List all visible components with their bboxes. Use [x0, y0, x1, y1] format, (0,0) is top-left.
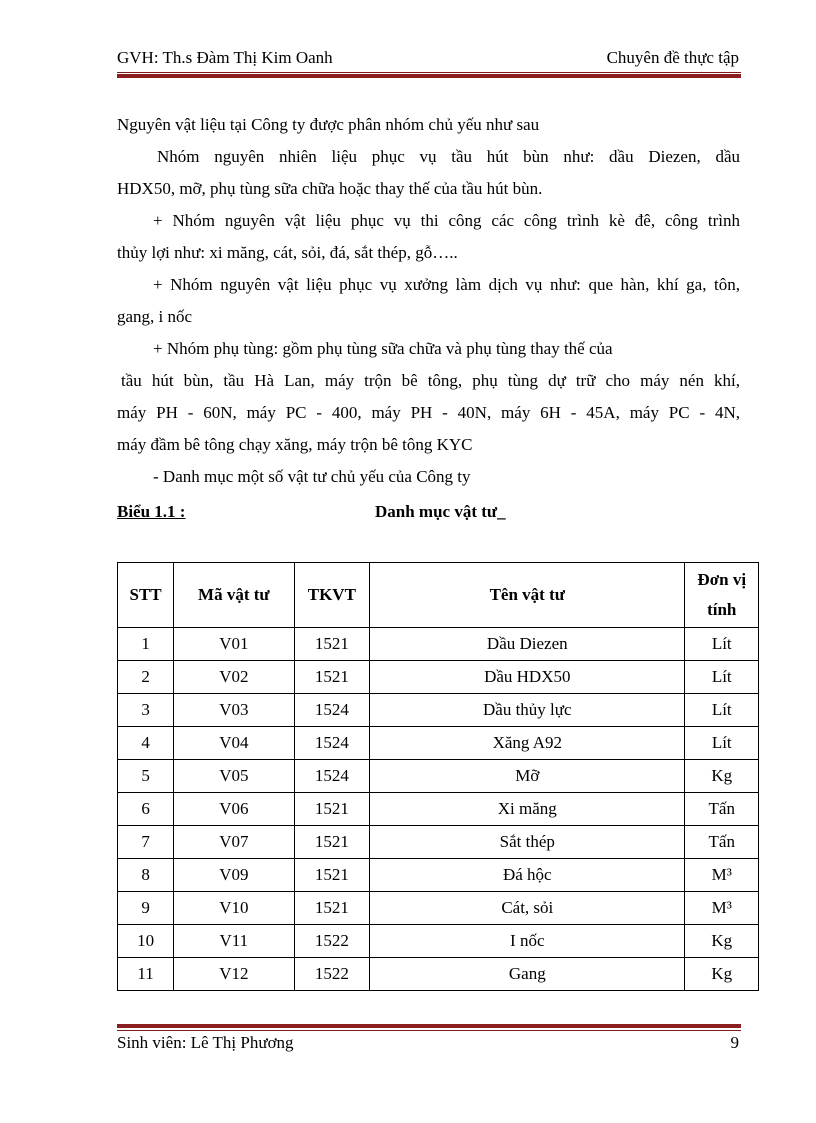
cell-name: Cát, sỏi	[370, 892, 685, 925]
para2-line2: thủy lợi như: xi măng, cát, sỏi, đá, sắt thép, gỗ…..	[117, 243, 458, 262]
page-number: 9	[730, 1033, 739, 1052]
cell-code: V06	[174, 793, 294, 826]
para1-line2: HDX50, mỡ, phụ tùng sữa chữa hoặc thay thế của tầu hút bùn.	[117, 179, 543, 198]
header-rule-thin	[117, 72, 741, 73]
cell-code: V01	[174, 628, 294, 661]
cell-account: 1522	[294, 958, 370, 991]
table-row	[118, 826, 759, 859]
para2-line1: + Nhóm nguyên vật liệu phục vụ thi công các công trình kè đê, công trình	[153, 211, 740, 230]
cell-name: Dầu Diezen	[370, 628, 685, 661]
cell-stt: 3	[118, 694, 174, 727]
cell-code: V09	[174, 859, 294, 892]
para3-line1: + Nhóm nguyên vật liệu phục vụ xưởng làm dịch vụ như: que hàn, khí ga, tôn,	[153, 275, 740, 294]
cell-stt: 2	[118, 661, 174, 694]
col-header-unit-line1: Đơn vị	[697, 570, 747, 589]
cell-account: 1524	[294, 760, 370, 793]
cell-name: Sắt thép	[370, 826, 685, 859]
cell-code: V05	[174, 760, 294, 793]
col-header-name: Tên vật tư	[370, 563, 685, 628]
cell-code: V12	[174, 958, 294, 991]
cell-unit: M³	[685, 859, 759, 892]
cell-stt: 4	[118, 727, 174, 760]
cell-stt: 10	[118, 925, 174, 958]
col-header-code: Mã vật tư	[174, 563, 294, 628]
caption-title: Danh mục vật tư_	[375, 502, 506, 521]
cell-stt: 7	[118, 826, 174, 859]
cell-account: 1521	[294, 859, 370, 892]
col-header-unit	[685, 563, 759, 628]
cell-name: Dầu thủy lực	[370, 694, 685, 727]
cell-account: 1522	[294, 925, 370, 958]
table-row	[118, 628, 759, 661]
cell-code: V11	[174, 925, 294, 958]
table-row	[118, 958, 759, 991]
cell-code: V04	[174, 727, 294, 760]
cell-name: Dầu HDX50	[370, 661, 685, 694]
table-row	[118, 760, 759, 793]
cell-account: 1524	[294, 727, 370, 760]
table-row	[118, 793, 759, 826]
cell-account: 1521	[294, 628, 370, 661]
cell-unit: Kg	[685, 925, 759, 958]
cell-unit: Tấn	[685, 793, 759, 826]
cell-code: V03	[174, 694, 294, 727]
para1-line1: Nhóm nguyên nhiên liệu phục vụ tầu hút bùn như: dầu Diezen, dầu	[157, 147, 740, 166]
cell-unit: Lít	[685, 727, 759, 760]
table-row	[118, 892, 759, 925]
cell-stt: 1	[118, 628, 174, 661]
table-row	[118, 727, 759, 760]
cell-account: 1521	[294, 793, 370, 826]
cell-unit: M³	[685, 892, 759, 925]
para3-line2: gang, i nốc	[117, 307, 193, 326]
document-body	[117, 109, 740, 493]
cell-unit: Kg	[685, 760, 759, 793]
table-body	[118, 628, 759, 991]
col-header-account: TKVT	[294, 563, 370, 628]
cell-account: 1521	[294, 661, 370, 694]
page-header	[117, 48, 739, 72]
footer-student: Sinh viên: Lê Thị Phương	[117, 1033, 294, 1052]
col-header-stt: STT	[118, 563, 174, 628]
list-title: - Danh mục một số vật tư chủ yếu của Công ty	[153, 467, 471, 486]
table-row	[118, 694, 759, 727]
table-header-row	[118, 563, 759, 628]
materials-table	[117, 562, 759, 991]
cell-name: Xăng A92	[370, 727, 685, 760]
cell-unit: Tấn	[685, 826, 759, 859]
footer-rule-thick	[117, 1024, 741, 1028]
table-row	[118, 859, 759, 892]
cell-unit: Kg	[685, 958, 759, 991]
para4-line4: máy đầm bê tông chạy xăng, máy trộn bê tông KYC	[117, 435, 473, 454]
cell-name: I nốc	[370, 925, 685, 958]
cell-name: Xi măng	[370, 793, 685, 826]
cell-account: 1524	[294, 694, 370, 727]
cell-stt: 11	[118, 958, 174, 991]
cell-name: Gang	[370, 958, 685, 991]
table-row	[118, 925, 759, 958]
cell-stt: 8	[118, 859, 174, 892]
header-report-type: Chuyên đề thực tập	[606, 48, 739, 67]
cell-code: V07	[174, 826, 294, 859]
cell-unit: Lít	[685, 694, 759, 727]
cell-code: V02	[174, 661, 294, 694]
cell-stt: 9	[118, 892, 174, 925]
intro-paragraph: Nguyên vật liệu tại Công ty được phân nhóm chủ yếu như sau	[117, 115, 540, 134]
cell-account: 1521	[294, 826, 370, 859]
para4-line2: tầu hút bùn, tầu Hà Lan, máy trộn bê tông, phụ tùng dự trữ cho máy nén khí,	[121, 371, 740, 390]
caption-label: Biểu 1.1 :	[117, 502, 186, 521]
cell-account: 1521	[294, 892, 370, 925]
cell-name: Mỡ	[370, 760, 685, 793]
footer-rule-thin	[117, 1030, 741, 1031]
cell-unit: Lít	[685, 661, 759, 694]
para4-line1: + Nhóm phụ tùng: gồm phụ tùng sữa chữa và phụ tùng thay thế của	[153, 339, 613, 358]
cell-stt: 5	[118, 760, 174, 793]
header-rule-thick	[117, 74, 741, 78]
header-instructor: GVH: Th.s Đàm Thị Kim Oanh	[117, 48, 333, 67]
table-row	[118, 661, 759, 694]
cell-unit: Lít	[685, 628, 759, 661]
cell-name: Đá hộc	[370, 859, 685, 892]
cell-stt: 6	[118, 793, 174, 826]
cell-code: V10	[174, 892, 294, 925]
para4-line3: máy PH - 60N, máy PC - 400, máy PH - 40N, máy 6H - 45A, máy PC - 4N,	[117, 403, 740, 422]
col-header-unit-line2: tính	[707, 600, 737, 619]
